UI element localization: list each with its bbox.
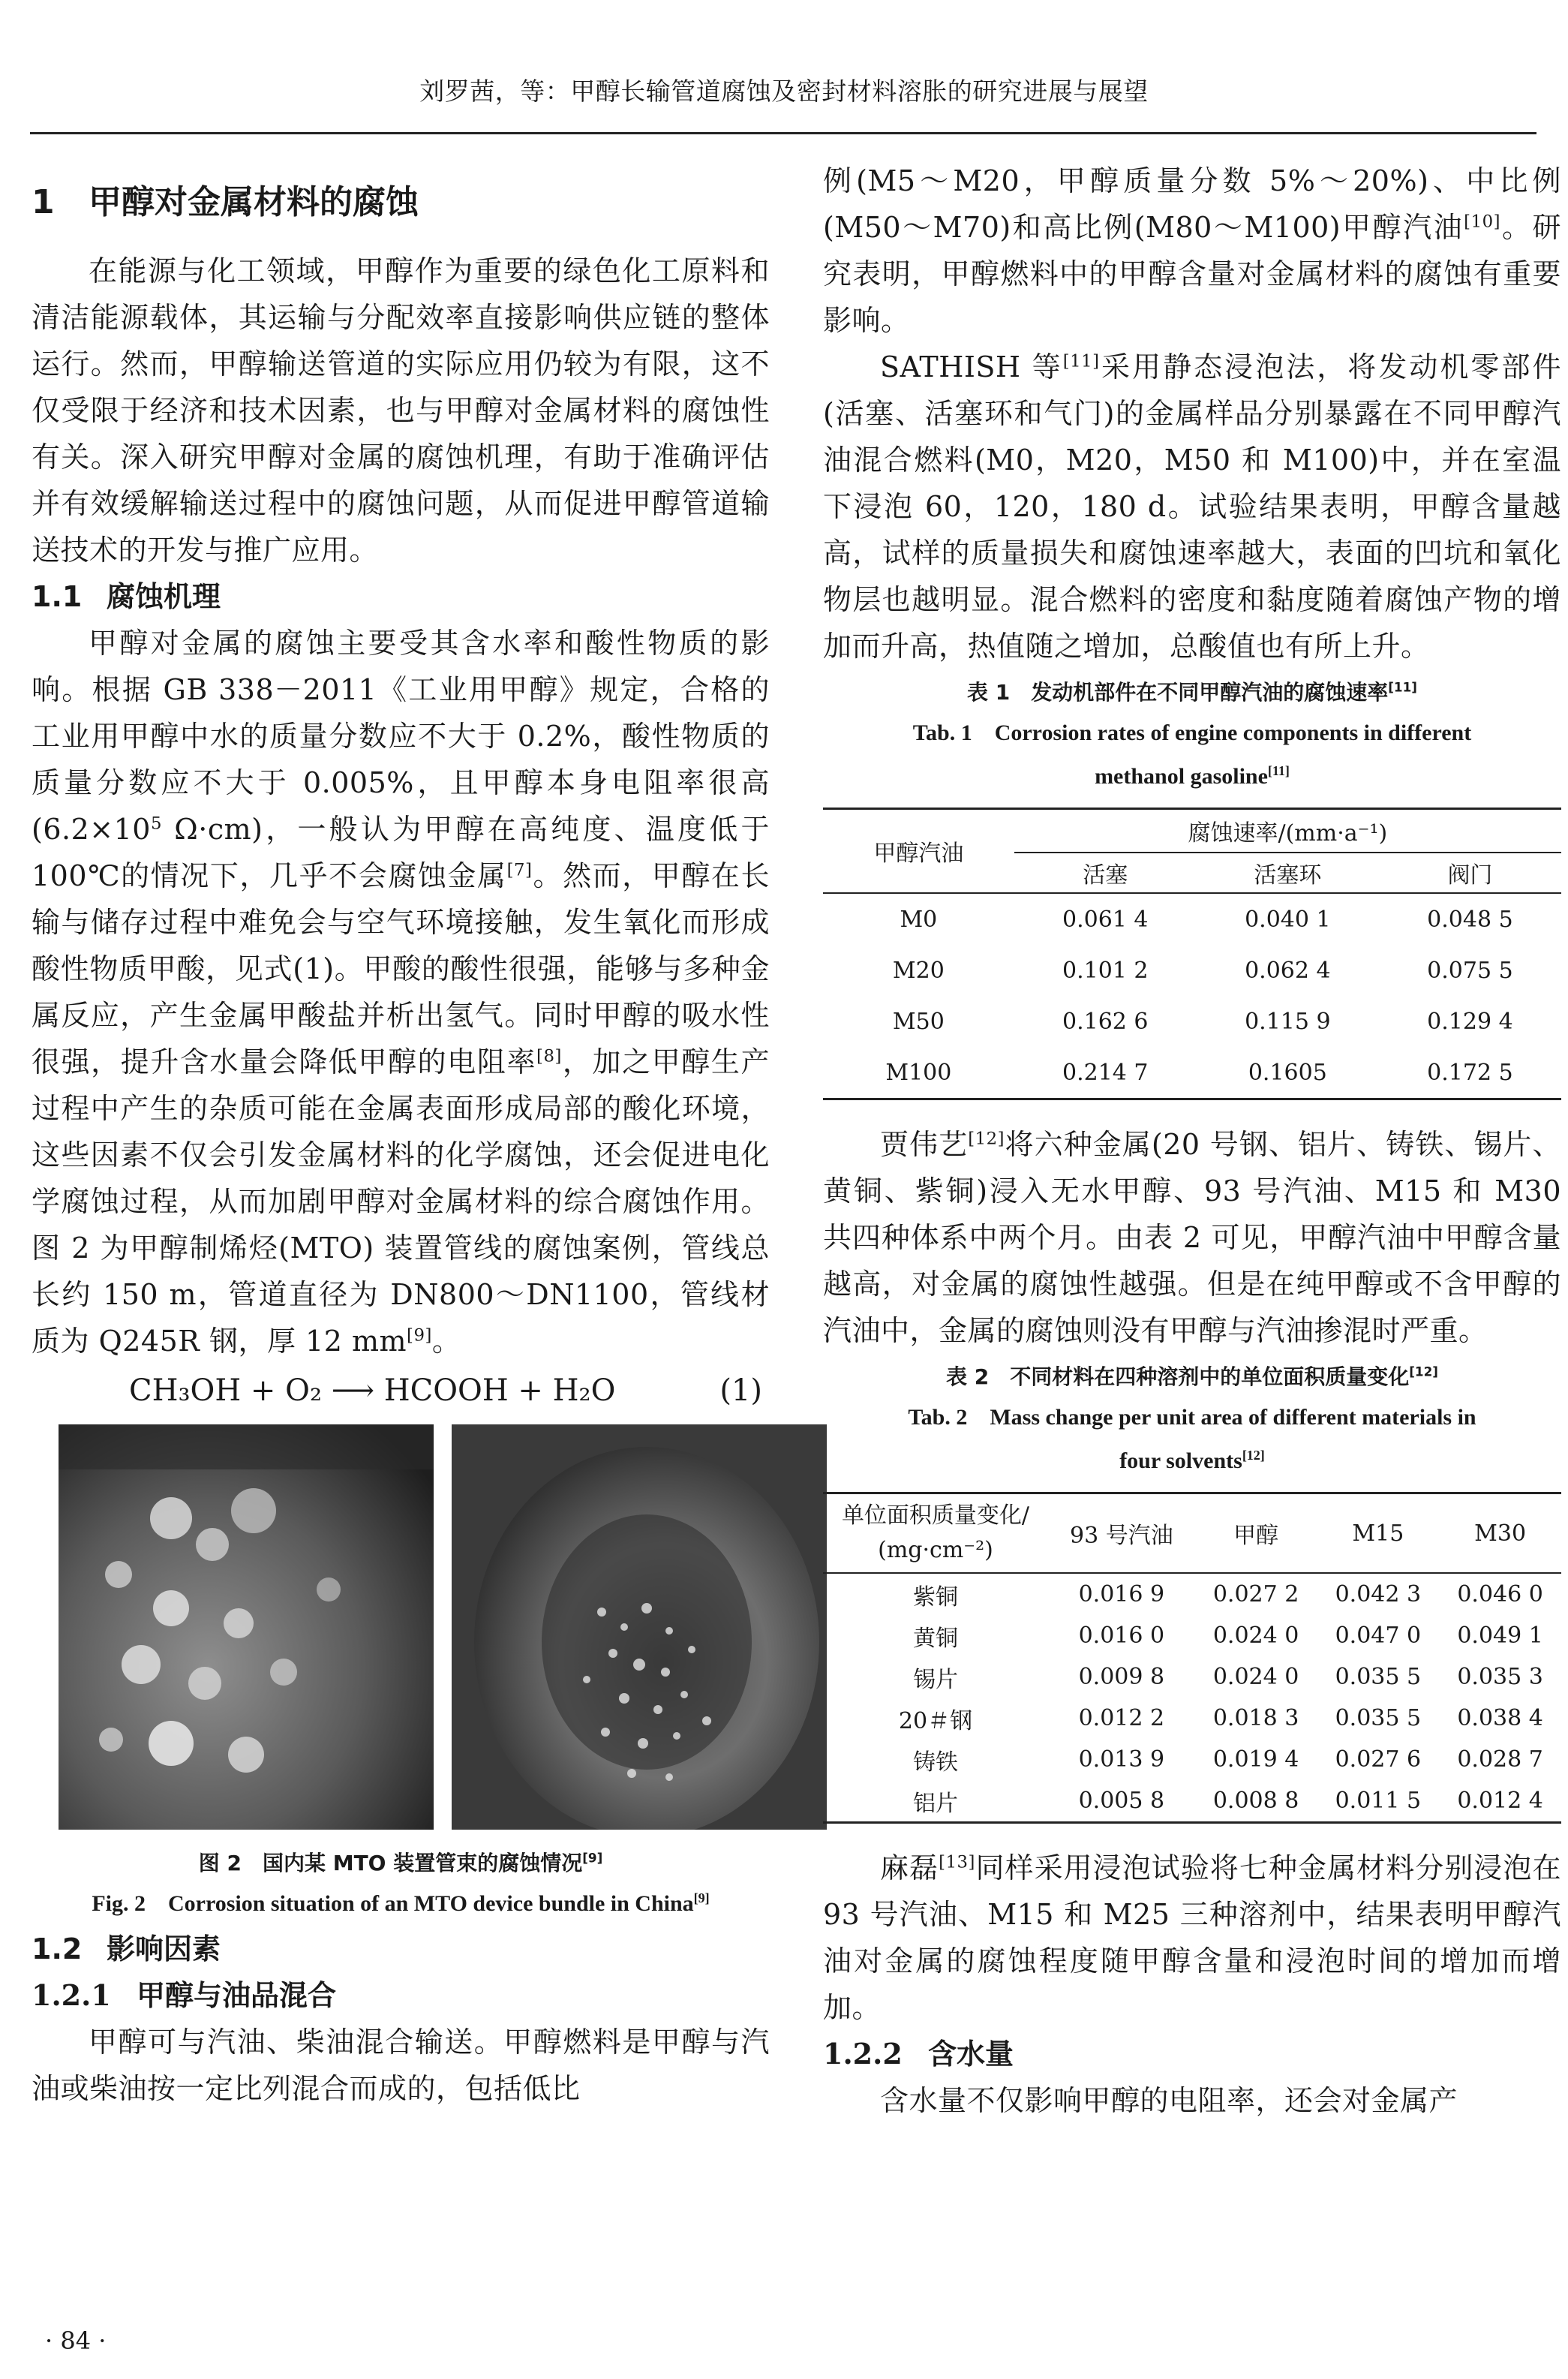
section-number: 1.2.2 [823, 2037, 903, 2071]
table-cell: 0.042 3 [1335, 1581, 1422, 1608]
table-1-caption-en [823, 711, 1561, 799]
section-number: 1.1 [32, 580, 83, 613]
table-row [823, 945, 1561, 996]
methanol-blending-paragraph-start: 甲醇可与汽油、柴油混合输送。甲醇燃料是甲醇与汽油或柴油按一定比列混合而成的，包括低比 [32, 2026, 770, 2105]
section-1-1-heading [32, 573, 770, 620]
figure-2 [32, 1424, 770, 1845]
text-run: 例(M5～M20，甲醇质量分数 5%～20%)、中比例(M50～M70)和高比例(M80～M100)甲醇汽油 [823, 164, 1561, 244]
table-cell: 0.013 9 [1078, 1746, 1165, 1773]
table-row [823, 1656, 1561, 1698]
row-label: 20＃钢 [898, 1707, 973, 1734]
table-cell: 0.018 3 [1212, 1705, 1299, 1731]
text-run: 同样采用浸泡试验将七种金属材料分别浸泡在 93 号汽油、M15 和 M25 三种溶剂中，结果表明甲醇汽油对金属的腐蚀程度随甲醇含量和浸泡时间的增加而增加。 [823, 1851, 1561, 2024]
section-1-intro: 在能源与化工领域，甲醇作为重要的绿色化工原料和清洁能源载体，其运输与分配效率直接影响供应链的整体运行。然而，甲醇输送管道的实际应用仍较为有限，这不仅受限于经济和技术因素，也与甲醇对金属材料的腐蚀性有关。深入研究甲醇对金属的腐蚀机理，有助于准确评估并有效缓解输送过程中的腐蚀问题，从而促进甲醇管道输送技术的开发与推广应用。 [32, 254, 770, 567]
text-run: Fig. 2 Corrosion situation of an MTO device bundle in China [92, 1891, 694, 1916]
table-header-cell: 活塞环 [1197, 853, 1379, 893]
table-row [823, 1573, 1561, 1615]
corrosion-mechanism-paragraph [32, 620, 770, 1364]
section-1-2-2-heading [823, 2031, 1561, 2077]
section-title: 含水量 [928, 2037, 1014, 2071]
citation-ref: [12] [1409, 1364, 1438, 1379]
table-2 [823, 1492, 1561, 1824]
citation-ref: [11] [1388, 679, 1417, 695]
row-label: 紫铜 [913, 1583, 958, 1611]
table-2-caption-en [823, 1396, 1561, 1483]
text-run: 麻磊 [880, 1851, 939, 1884]
ma-paragraph [823, 1845, 1561, 2031]
table-cell: 0.016 9 [1078, 1581, 1165, 1608]
citation-ref: [9] [693, 1890, 710, 1905]
table-header-cell: 阀门 [1379, 853, 1561, 893]
table-cell: 0.035 3 [1457, 1664, 1543, 1690]
text-run: 单位面积质量变化/ [841, 1502, 1030, 1529]
table-row [823, 1739, 1561, 1780]
table-cell: 0.035 5 [1335, 1705, 1422, 1731]
equation-1 [32, 1367, 770, 1417]
equation-body: CH₃OH + O₂ ⟶ HCOOH + H₂O [129, 1373, 616, 1408]
citation-ref: [8] [536, 1046, 562, 1066]
table-cell: 0.035 5 [1335, 1664, 1422, 1690]
table-cell: 0.024 0 [1212, 1664, 1299, 1690]
table-1-caption-cn [823, 674, 1561, 711]
table-cell: 0.101 2 [1062, 957, 1149, 984]
text-run: 采用静态浸泡法，将发动机零部件(活塞、活塞环和气门)的金属样品分别暴露在不同甲醇汽油混合燃料(M0，M20，M50 和 M100)中，并在室温下浸泡 60，120，180 d。试验结果表明，甲醇含量越高，试样的质量损失和腐蚀速率越大，表面的凹坑和氧化物层也越明显。混合燃料的密度和黏度随着腐蚀产物的增加而升高，热值随之增加，总酸值也有所上升。 [823, 350, 1561, 663]
row-label: M0 [900, 906, 938, 933]
table-header-label [823, 1493, 1048, 1574]
table-cell: 0.019 4 [1212, 1746, 1299, 1773]
table-cell: 0.046 0 [1457, 1581, 1543, 1608]
section-1-heading [32, 180, 770, 225]
table-cell: 0.016 0 [1078, 1623, 1165, 1649]
table-cell: 0.027 2 [1212, 1581, 1299, 1608]
table-cell: 0.162 6 [1062, 1008, 1149, 1035]
text-run: 表 1 发动机部件在不同甲醇汽油的腐蚀速率 [967, 680, 1389, 705]
table-cell: 0.008 8 [1212, 1788, 1299, 1814]
table-cell: 0.061 4 [1062, 906, 1149, 933]
table-header-cell: 活塞 [1014, 853, 1197, 893]
text-run: Tab. 2 Mass change per unit area of different materials in [908, 1405, 1476, 1430]
methanol-blending-paragraph-cont [823, 158, 1561, 344]
figure-2-caption-cn [32, 1845, 770, 1882]
row-label: M50 [892, 1008, 945, 1035]
table-row [823, 996, 1561, 1047]
table-row [823, 1047, 1561, 1099]
text-run: Tab. 1 Corrosion rates of engine components in different [912, 720, 1472, 745]
text-run: (mg·cm⁻²) [878, 1537, 993, 1563]
text-run: 。研究表明，甲醇燃料中的甲醇含量对金属材料的腐蚀有重要影响。 [823, 211, 1561, 337]
table-header-group: 腐蚀速率/(mm·a⁻¹) [1014, 809, 1561, 853]
section-title: 影响因素 [107, 1932, 221, 1965]
jia-paragraph [823, 1121, 1561, 1354]
text-run: Ω·cm)，一般认为甲醇在高纯度、温度低于 100℃的情况下，几乎不会腐蚀金属 [32, 813, 770, 892]
table-cell: 0.172 5 [1427, 1059, 1513, 1086]
table-cell: 0.028 7 [1457, 1746, 1543, 1773]
table-cell: 0.115 9 [1245, 1008, 1331, 1035]
table-header-cell: 甲醇 [1195, 1493, 1317, 1574]
section-title: 甲醇与油品混合 [137, 1978, 337, 2012]
citation-ref: [7] [506, 860, 533, 880]
text-run: four solvents [1119, 1448, 1242, 1473]
citation-ref: [9] [582, 1850, 603, 1866]
table-header-cell: M30 [1439, 1493, 1561, 1574]
table-cell: 0.048 5 [1427, 906, 1513, 933]
text-run: 贾伟艺 [880, 1128, 969, 1161]
header-rule [30, 132, 1536, 134]
table-row [823, 1615, 1561, 1656]
row-label: M20 [892, 957, 945, 984]
table-cell: 0.005 8 [1078, 1788, 1165, 1814]
text-run: 。然而，甲醇在长输与储存过程中难免会与空气环境接触，发生氧化而形成酸性物质甲酸，见式(1)。甲酸的酸性很强，能够与多种金属反应，产生金属甲酸盐并析出氢气。同时甲醇的吸水性很强，提升含水量会降低甲醇的电阻率 [32, 859, 770, 1078]
text-run: 将六种金属(20 号钢、铝片、铸铁、锡片、黄铜、紫铜)浸入无水甲醇、93 号汽油、M15 和 M30 共四种体系中两个月。由表 2 可见，甲醇汽油中甲醇含量越高，对金属的腐蚀性越强。但是在纯甲醇或不含甲醇的汽油中，金属的腐蚀则没有甲醇与汽油掺混时严重。 [823, 1128, 1561, 1347]
text-run: 。 [431, 1325, 461, 1358]
table-1 [823, 808, 1561, 1100]
superscript: 5 [150, 814, 162, 834]
table-cell: 0.049 1 [1457, 1623, 1543, 1649]
equation-number: (1) [719, 1373, 762, 1408]
table-cell: 0.040 1 [1245, 906, 1331, 933]
citation-ref: [12] [968, 1129, 1005, 1149]
text-run: methanol gasoline [1095, 764, 1268, 789]
row-label: 锡片 [913, 1666, 958, 1693]
text-run: 图 2 国内某 MTO 装置管束的腐蚀情况 [198, 1851, 583, 1875]
corrosion-photo-left [59, 1424, 434, 1830]
right-column [823, 158, 1561, 2124]
text-run: 表 2 不同材料在四种溶剂中的单位面积质量变化 [946, 1364, 1410, 1389]
table-cell: 0.214 7 [1062, 1059, 1149, 1086]
sathish-paragraph [823, 344, 1561, 669]
citation-ref: [9] [407, 1325, 432, 1346]
left-column [32, 158, 770, 2112]
corrosion-photo-right [452, 1424, 827, 1830]
table-cell: 0.009 8 [1078, 1664, 1165, 1690]
text-run: 甲醇对金属的腐蚀主要受其含水率和酸性物质的影响。根据 GB 338－2011《工业用甲醇》规定，合格的工业用甲醇中水的质量分数应不大于 0.2%，酸性物质的质量分数应不大于 0.005%，且甲醇本身电阻率很高(6.2×10 [32, 627, 770, 846]
citation-ref: [12] [1242, 1448, 1265, 1463]
row-label: 铸铁 [913, 1749, 958, 1776]
row-label: M100 [885, 1059, 952, 1086]
section-title: 甲醇对金属材料的腐蚀 [89, 183, 419, 221]
water-content-paragraph: 含水量不仅影响甲醇的电阻率，还会对金属产 [880, 2084, 1458, 2117]
page-number: · 84 · [45, 2326, 107, 2355]
citation-ref: [11] [1267, 763, 1290, 778]
table-cell: 0.012 2 [1078, 1705, 1165, 1731]
table-row [823, 1780, 1561, 1823]
section-number: 1 [32, 183, 55, 221]
table-cell: 0.075 5 [1427, 957, 1513, 984]
table-row [823, 893, 1561, 945]
table-cell: 0.047 0 [1335, 1623, 1422, 1649]
row-label: 黄铜 [913, 1625, 958, 1652]
citation-ref: [10] [1464, 212, 1500, 232]
section-number: 1.2.1 [32, 1978, 111, 2012]
section-title: 腐蚀机理 [107, 580, 221, 613]
section-1-2-1-heading [32, 1972, 770, 2019]
table-cell: 0.1605 [1248, 1059, 1327, 1086]
table-cell: 0.027 6 [1335, 1746, 1422, 1773]
section-number: 1.2 [32, 1932, 83, 1965]
table-header-cell: M15 [1317, 1493, 1439, 1574]
text-run: ，加之甲醇生产过程中产生的杂质可能在金属表面形成局部的酸化环境，这些因素不仅会引发金属材料的化学腐蚀，还会促进电化学腐蚀过程，从而加剧甲醇对金属材料的综合腐蚀作用。图 2 为甲醇制烯烃(MTO) 装置管线的腐蚀案例，管线总长约 150 m，管道直径为 DN800～DN1100，管线材质为 Q245R 钢，厚 12 mm [32, 1045, 770, 1358]
table-2-caption-cn [823, 1358, 1561, 1396]
figure-2-caption-en [32, 1882, 770, 1926]
row-label: 铝片 [913, 1790, 958, 1817]
citation-ref: [13] [939, 1852, 975, 1872]
section-1-2-heading [32, 1926, 770, 1972]
table-cell: 0.011 5 [1335, 1788, 1422, 1814]
table-cell: 0.038 4 [1457, 1705, 1543, 1731]
table-row [823, 1698, 1561, 1739]
table-cell: 0.062 4 [1245, 957, 1331, 984]
table-header-cell: 93 号汽油 [1048, 1493, 1195, 1574]
citation-ref: [11] [1062, 351, 1100, 371]
running-head: 刘罗茜，等：甲醇长输管道腐蚀及密封材料溶胀的研究进展与展望 [419, 77, 1149, 106]
table-cell: 0.012 4 [1457, 1788, 1543, 1814]
text-run: SATHISH 等 [880, 350, 1063, 383]
table-cell: 0.129 4 [1427, 1008, 1513, 1035]
table-header-cell: 甲醇汽油 [823, 809, 1014, 894]
table-cell: 0.024 0 [1212, 1623, 1299, 1649]
